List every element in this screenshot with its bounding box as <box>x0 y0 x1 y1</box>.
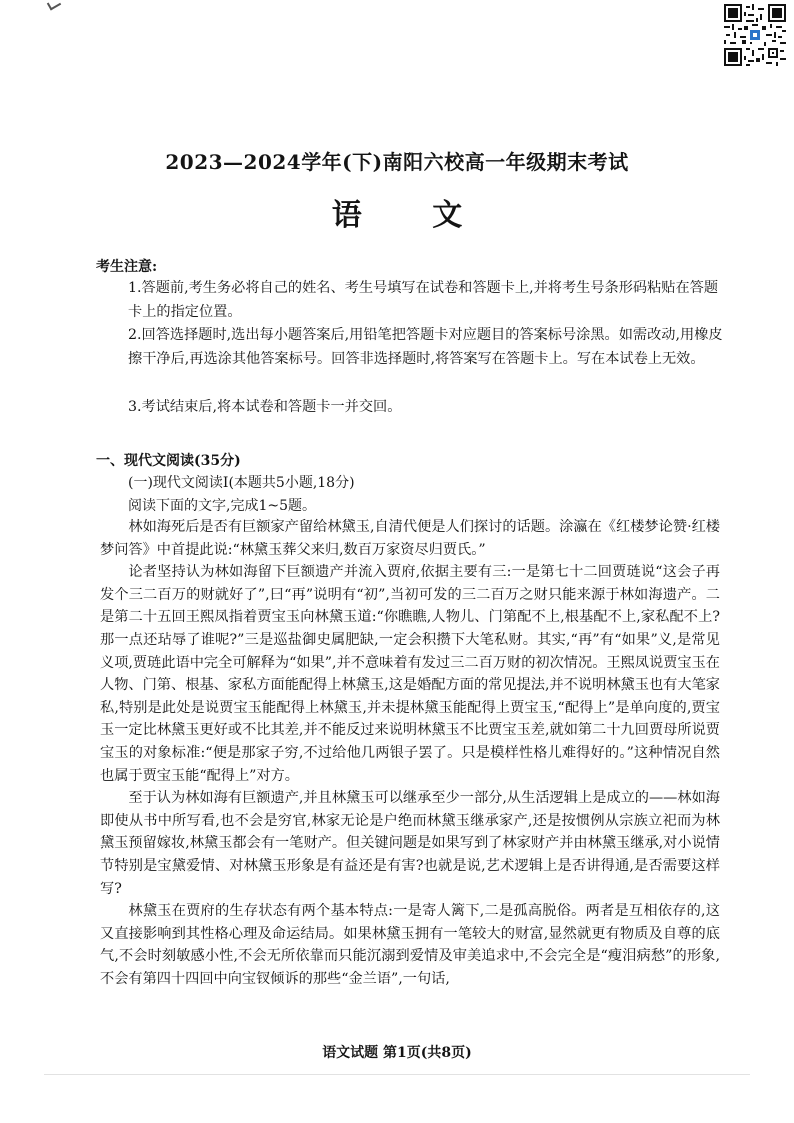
reading-passage <box>100 516 720 990</box>
subject-title: 语 文 <box>331 198 493 233</box>
qr-code-icon <box>724 4 786 66</box>
reading-instruction: 阅读下面的文字,完成1~5题。 <box>128 498 316 514</box>
notice-item: 1.答题前,考生务必将自己的姓名、考生号填写在试卷和答题卡上,并将考生号条形码粘贴在答题卡上的指定位置。 <box>128 280 719 320</box>
footer-divider <box>44 1074 750 1075</box>
passage-paragraph: 林如海死后是否有巨额家产留给林黛玉,自清代便是人们探讨的话题。涂瀛在《红楼梦论赞·红楼梦问答》中首提此说:“林黛玉葬父来归,数百万家资尽归贾氏。” <box>100 519 720 558</box>
subsection-heading: (一)现代文阅读Ⅰ(本题共5小题,18分) <box>128 475 355 491</box>
notice-item: 2.回答选择题时,选出每小题答案后,用铅笔把答题卡对应题目的答案标号涂黑。如需改动,用橡皮擦干净后,再选涂其他答案标号。回答非选择题时,将答案写在答题卡上。写在本试卷上无效。 <box>128 327 723 367</box>
notice-item: 3.考试结束后,将本试卷和答题卡一并交回。 <box>128 399 402 415</box>
exam-title: 2023—2024学年(下)南阳六校高一年级期末考试 <box>165 150 629 174</box>
page-footer: 语文试题 第1页(共8页) <box>322 1045 472 1061</box>
passage-paragraph: 林黛玉在贾府的生存状态有两个基本特点:一是寄人篱下,二是孤高脱俗。两者是互相依存的,这又直接影响到其性格心理及命运结局。如果林黛玉拥有一笔较大的财富,显然就更有物质及自尊的底气,不会时刻敏感小性,不会无所依靠而只能沉溺到爱情及审美追求中,不会完全是“瘦泪病愁”的形象,不会有第四十四回中向宝钗倾诉的那些“金兰语”,一句话, <box>100 903 720 987</box>
passage-paragraph: 至于认为林如海有巨额遗产,并且林黛玉可以继承至少一部分,从生活逻辑上是成立的——林如海即使从书中所写看,也不会是穷官,林家无论是户绝而林黛玉继承家产,还是按惯例从宗族立祀而为林黛玉预留嫁妆,林黛玉都会有一笔财产。但关键问题是如果写到了林家财产并由林黛玉继承,对小说情节特别是宝黛爱情、对林黛玉形象是有益还是有害?也就是说,艺术逻辑上是否讲得通,是否需要这样写? <box>100 790 720 897</box>
corner-tick-mark <box>47 0 61 10</box>
section-heading: 一、现代文阅读(35分) <box>96 453 241 469</box>
notice-heading: 考生注意: <box>96 259 158 275</box>
passage-paragraph: 论者坚持认为林如海留下巨额遗产并流入贾府,依据主要有三:一是第七十二回贾琏说“这会子再发个三二百万的财就好了”,曰“再”说明有“初”,当初可发的三二百万之财只能来源于林如海遗产。二是第二十五回王熙凤指着贾宝玉向林黛玉道:“你瞧瞧,人物儿、门第配不上,根基配不上,家私配不上?那一点还玷辱了谁呢?”三是巡盐御史属肥缺,一定会积攒下大笔私财。其实,“再”有“如果”义,是常见义项,贾琏此语中完全可解释为“如果”,并不意味着有发过三二百万财的初次情况。王熙凤说贾宝玉在人物、门第、根基、家私方面能配得上林黛玉,这是婚配方面的常见提法,并不说明林黛玉也有大笔家私,特别是此处是说贾宝玉能配得上林黛玉,并未提林黛玉能配得上贾宝玉,“配得上”是单向度的,贾宝玉一定比林黛玉更好或不比其差,并不能反过来说明林黛玉不比贾宝玉差,就如第二十九回贾母所说贾宝玉的对象标准:“便是那家子穷,不过给他几两银子罢了。只是模样性格儿难得好的。”这种情况自然也属于贾宝玉能“配得上”对方。 <box>100 564 720 784</box>
